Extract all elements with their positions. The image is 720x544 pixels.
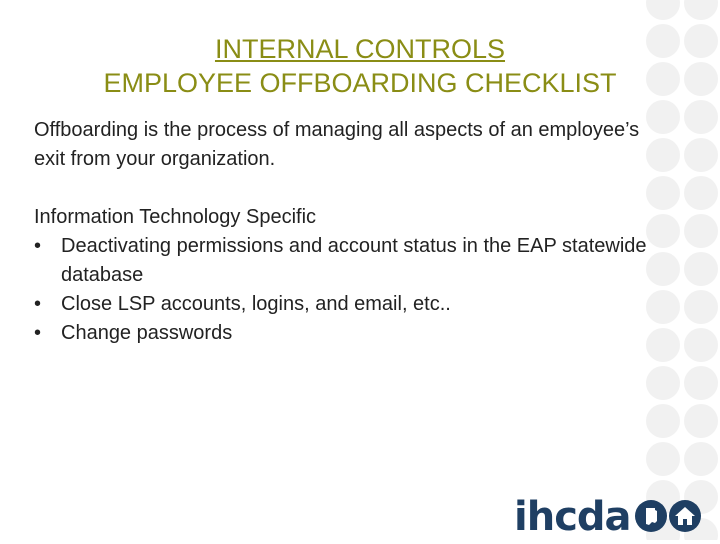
decorative-dot — [684, 442, 718, 476]
section-heading: Information Technology Specific — [34, 206, 317, 228]
decorative-dot — [684, 214, 718, 248]
list-item-text: Change passwords — [61, 322, 233, 344]
bullet-marker: • — [34, 235, 42, 257]
decorative-dot — [684, 366, 718, 400]
ihcda-logo — [514, 494, 701, 544]
indiana-state-icon — [635, 500, 667, 532]
slide-title — [20, 32, 700, 100]
bullet-marker: • — [34, 322, 42, 344]
decorative-dot — [646, 0, 680, 20]
it-section — [34, 203, 654, 348]
bullet-list — [34, 232, 654, 348]
title-line-2: EMPLOYEE OFFBOARDING CHECKLIST — [103, 68, 617, 98]
list-item — [34, 232, 654, 290]
decorative-dot — [684, 328, 718, 362]
decorative-dot — [684, 252, 718, 286]
title-line-1: INTERNAL CONTROLS — [214, 34, 506, 64]
decorative-dot — [684, 138, 718, 172]
list-item — [34, 319, 654, 348]
decorative-dot — [646, 404, 680, 438]
decorative-dot — [646, 442, 680, 476]
decorative-dot — [684, 290, 718, 324]
decorative-dot — [684, 100, 718, 134]
home-icon — [669, 500, 701, 532]
list-item-text: Deactivating permissions and account status in the EAP statewide database — [61, 235, 647, 286]
intro-paragraph: Offboarding is the process of managing all aspects of an employee’s exit from your organization. — [34, 119, 640, 170]
logo-marks — [635, 500, 701, 532]
list-item-text: Close LSP accounts, logins, and email, etc.. — [61, 293, 451, 315]
list-item — [34, 290, 654, 319]
bullet-marker: • — [34, 293, 42, 315]
decorative-dot — [684, 176, 718, 210]
decorative-dot — [684, 0, 718, 20]
decorative-dot — [684, 404, 718, 438]
logo-text: ihcda — [514, 494, 631, 540]
decorative-dot — [646, 366, 680, 400]
